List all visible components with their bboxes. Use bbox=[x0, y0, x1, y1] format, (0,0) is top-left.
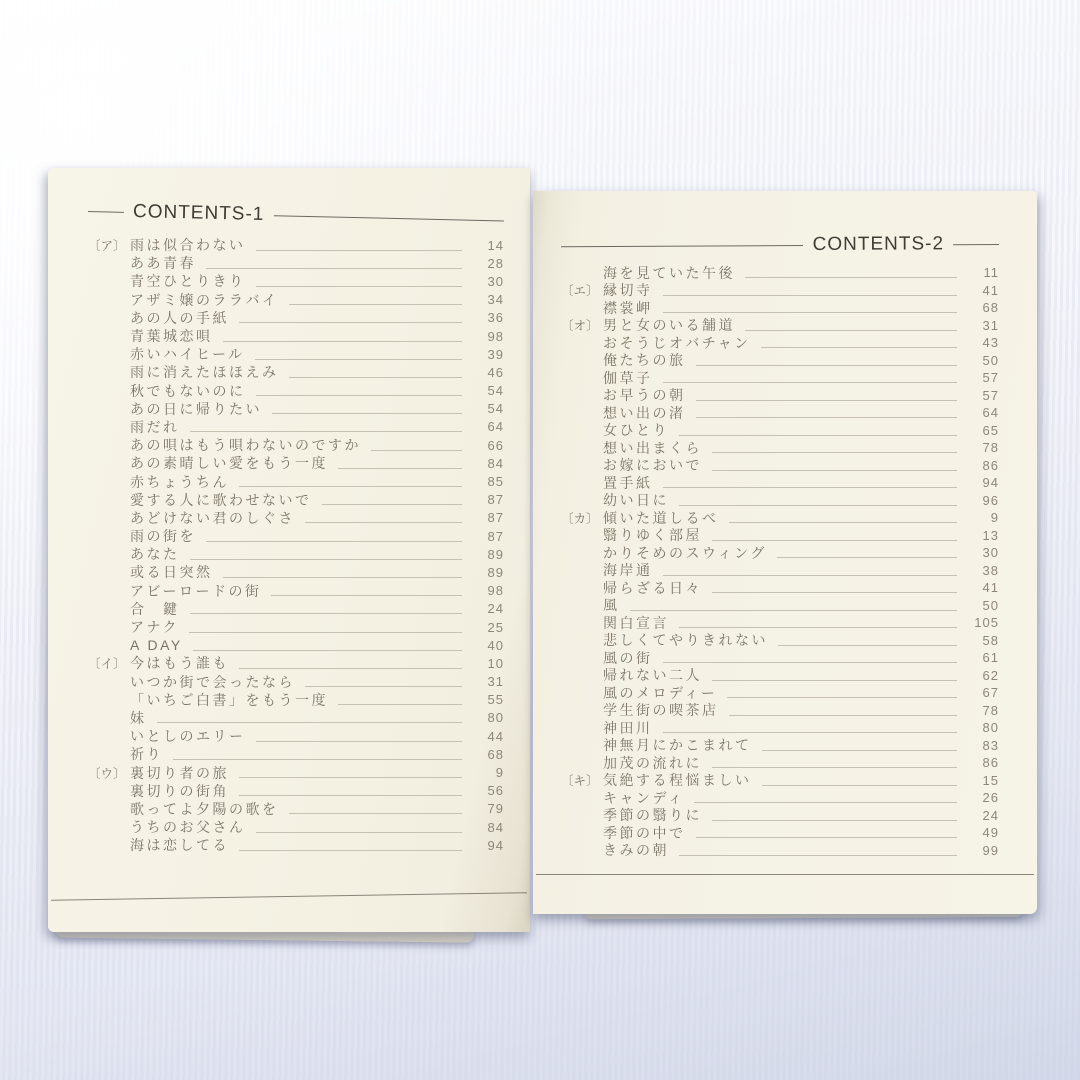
page-number: 84 bbox=[487, 819, 504, 835]
page-number: 54 bbox=[487, 401, 504, 417]
leader-line bbox=[189, 632, 462, 633]
left-page-title: CONTENTS-1 bbox=[132, 201, 265, 225]
leader-line bbox=[712, 767, 957, 768]
toc-row bbox=[88, 600, 504, 618]
page-number: 79 bbox=[487, 801, 504, 817]
page-number: 9 bbox=[495, 765, 504, 781]
page-number: 57 bbox=[982, 387, 999, 403]
leader-line bbox=[679, 505, 957, 506]
section-label: 〔キ〕 bbox=[561, 774, 599, 789]
page-number: 41 bbox=[982, 580, 999, 596]
leader-line bbox=[696, 365, 958, 366]
leader-line bbox=[157, 722, 463, 723]
section-label: 〔ア〕 bbox=[88, 239, 126, 254]
toc-row bbox=[88, 345, 504, 363]
song-title: 海岸通 bbox=[603, 562, 653, 579]
leader-line bbox=[256, 395, 463, 396]
leader-line bbox=[696, 417, 958, 418]
leader-line bbox=[663, 382, 958, 383]
page-number: 43 bbox=[982, 335, 999, 351]
page-number: 68 bbox=[487, 746, 504, 762]
leader-line bbox=[745, 277, 957, 278]
toc-row bbox=[561, 369, 999, 387]
song-title: 女ひとり bbox=[603, 422, 669, 439]
leader-line bbox=[663, 312, 958, 313]
leader-line bbox=[679, 855, 957, 856]
toc-row bbox=[88, 491, 504, 509]
section-label: 〔イ〕 bbox=[88, 657, 126, 672]
song-title: あなた bbox=[130, 546, 180, 563]
song-title: 赤いハイヒール bbox=[130, 346, 245, 363]
song-title: 悲しくてやりきれない bbox=[603, 632, 768, 649]
toc-row bbox=[88, 618, 504, 636]
page-number: 68 bbox=[982, 300, 999, 316]
toc-row bbox=[88, 818, 504, 836]
leader-line bbox=[239, 850, 462, 851]
page-number: 83 bbox=[982, 737, 999, 753]
song-title: 関白宣言 bbox=[603, 614, 669, 631]
page-number: 87 bbox=[487, 510, 504, 526]
page-number: 55 bbox=[487, 692, 504, 708]
page-number: 80 bbox=[982, 720, 999, 736]
leader-line bbox=[679, 435, 957, 436]
song-title: 男と女のいる舗道 bbox=[603, 317, 735, 334]
toc-row bbox=[88, 327, 504, 345]
toc-row bbox=[561, 492, 999, 510]
leader-line bbox=[761, 347, 957, 348]
leader-line bbox=[712, 680, 957, 681]
leader-line bbox=[239, 777, 462, 778]
toc-row bbox=[88, 673, 504, 691]
toc-row bbox=[88, 509, 504, 527]
leader-line bbox=[190, 431, 463, 432]
left-page-header bbox=[88, 200, 504, 231]
toc-row bbox=[561, 789, 999, 807]
leader-line bbox=[271, 595, 462, 596]
toc-row bbox=[88, 709, 504, 727]
toc-row bbox=[561, 649, 999, 667]
song-title: 「いちご白書」をもう一度 bbox=[130, 691, 328, 708]
page-number: 94 bbox=[982, 475, 999, 491]
page-number: 94 bbox=[487, 837, 504, 853]
toc-row bbox=[561, 474, 999, 492]
section-label: 〔ウ〕 bbox=[88, 766, 126, 781]
song-title: 置手紙 bbox=[603, 474, 653, 491]
song-title: 傾いた道しるべ bbox=[603, 509, 719, 526]
right-page-header bbox=[561, 233, 999, 257]
toc-row bbox=[88, 272, 504, 290]
song-title: 幼い日に bbox=[603, 492, 669, 509]
toc-row bbox=[561, 387, 999, 405]
song-title: 風の街 bbox=[603, 649, 653, 666]
song-title: あの日に帰りたい bbox=[130, 400, 262, 417]
song-title: 祈り bbox=[130, 746, 163, 763]
toc-row bbox=[561, 579, 999, 597]
page-number: 15 bbox=[982, 772, 999, 788]
toc-row bbox=[88, 727, 504, 745]
song-title: 海は恋してる bbox=[130, 837, 229, 854]
song-title: 雨だれ bbox=[130, 418, 180, 435]
leader-line bbox=[206, 268, 462, 269]
leader-line bbox=[256, 832, 463, 833]
leader-line bbox=[305, 686, 462, 687]
toc-row bbox=[561, 352, 999, 370]
song-title: あの人の手紙 bbox=[130, 309, 229, 326]
page-number: 50 bbox=[982, 597, 999, 613]
right-page bbox=[533, 191, 1037, 914]
page-number: 99 bbox=[982, 842, 999, 858]
page-number: 41 bbox=[982, 282, 999, 298]
left-page-footer-rule bbox=[51, 892, 527, 900]
toc-row bbox=[561, 719, 999, 737]
page-number: 89 bbox=[487, 546, 504, 562]
toc-row bbox=[561, 597, 999, 615]
song-title: 青葉城恋唄 bbox=[130, 328, 213, 345]
toc-row bbox=[88, 782, 504, 800]
song-title: あの唄はもう唄わないのですか bbox=[130, 437, 361, 454]
page-number: 40 bbox=[487, 637, 504, 653]
page-number: 11 bbox=[983, 265, 999, 281]
page-number: 38 bbox=[982, 562, 999, 578]
toc-row bbox=[88, 472, 504, 490]
song-title: 学生街の喫茶店 bbox=[603, 702, 719, 719]
toc-row bbox=[561, 667, 999, 685]
toc-row bbox=[88, 400, 504, 418]
song-title: 俺たちの旅 bbox=[603, 352, 686, 369]
leader-line bbox=[256, 286, 463, 287]
leader-line bbox=[679, 627, 957, 628]
toc-row bbox=[561, 299, 999, 317]
section-label: 〔エ〕 bbox=[561, 284, 599, 299]
song-title: 襟裳岬 bbox=[603, 299, 653, 316]
page-number: 86 bbox=[982, 457, 999, 473]
toc-row bbox=[561, 632, 999, 650]
song-title: アナク bbox=[130, 619, 179, 636]
left-page-entries bbox=[88, 236, 504, 854]
song-title: あどけない君のしぐさ bbox=[130, 509, 295, 526]
song-title: 気絶する程悩ましい bbox=[603, 772, 752, 789]
toc-row bbox=[561, 807, 999, 825]
header-rule-left bbox=[561, 245, 803, 247]
song-title: きみの朝 bbox=[603, 842, 669, 859]
toc-row bbox=[88, 745, 504, 763]
leader-line bbox=[745, 330, 957, 331]
right-page-title: CONTENTS-2 bbox=[812, 233, 945, 255]
leader-line bbox=[322, 504, 463, 505]
song-title: 想い出まくら bbox=[603, 439, 702, 456]
song-title: アビーロードの街 bbox=[130, 582, 262, 599]
song-title: 歌ってよ夕陽の歌を bbox=[130, 800, 279, 817]
page-number: 39 bbox=[487, 346, 504, 362]
leader-line bbox=[630, 610, 958, 611]
leader-line bbox=[223, 341, 463, 342]
leader-line bbox=[305, 522, 462, 523]
toc-row bbox=[88, 800, 504, 818]
page-number: 54 bbox=[487, 383, 504, 399]
song-title: 帰らざる日々 bbox=[603, 579, 702, 596]
song-title: 裏切りの街角 bbox=[130, 782, 229, 799]
leader-line bbox=[338, 704, 462, 705]
page-number: 65 bbox=[982, 422, 999, 438]
page-number: 30 bbox=[982, 545, 999, 561]
song-title: 雨に消えたほほえみ bbox=[130, 364, 279, 381]
leader-line bbox=[193, 650, 462, 651]
page-number: 80 bbox=[487, 710, 504, 726]
page-number: 87 bbox=[487, 492, 504, 508]
toc-row bbox=[88, 291, 504, 309]
page-number: 64 bbox=[487, 419, 504, 435]
leader-line bbox=[256, 741, 463, 742]
page-number: 78 bbox=[982, 702, 999, 718]
toc-row bbox=[88, 527, 504, 545]
toc-row bbox=[561, 562, 999, 580]
leader-line bbox=[223, 577, 463, 578]
page-number: 34 bbox=[487, 292, 504, 308]
song-title: お嫁においで bbox=[603, 457, 702, 474]
page-number: 36 bbox=[487, 310, 504, 326]
page-number: 84 bbox=[487, 455, 504, 471]
song-title: 季節の翳りに bbox=[603, 807, 702, 824]
leader-line bbox=[190, 613, 463, 614]
page-number: 62 bbox=[982, 667, 999, 683]
page-number: 13 bbox=[982, 527, 999, 543]
song-title: ああ青春 bbox=[130, 255, 196, 272]
toc-row bbox=[88, 636, 504, 654]
song-title: 帰れない二人 bbox=[603, 667, 702, 684]
toc-row bbox=[88, 563, 504, 581]
toc-row bbox=[88, 363, 504, 381]
toc-row bbox=[561, 754, 999, 772]
leader-line bbox=[762, 785, 958, 786]
song-title: いつか街で会ったなら bbox=[130, 673, 295, 690]
leader-line bbox=[255, 359, 462, 360]
toc-row bbox=[88, 382, 504, 400]
leader-line bbox=[663, 487, 958, 488]
leader-line bbox=[239, 668, 462, 669]
song-title: 神無月にかこまれて bbox=[603, 737, 752, 754]
page-number: 28 bbox=[487, 255, 504, 271]
song-title: 或る日突然 bbox=[130, 564, 213, 581]
page-number: 31 bbox=[982, 317, 999, 333]
page-number: 58 bbox=[982, 632, 999, 648]
header-rule-left bbox=[88, 211, 124, 213]
toc-row bbox=[561, 702, 999, 720]
toc-row bbox=[561, 439, 999, 457]
leader-line bbox=[696, 400, 958, 401]
song-title: おそうじオバチャン bbox=[603, 334, 751, 351]
toc-row bbox=[561, 264, 999, 282]
song-title: お早うの朝 bbox=[603, 387, 686, 404]
toc-row bbox=[88, 654, 504, 672]
left-page bbox=[48, 168, 530, 932]
song-title: 縁切寺 bbox=[603, 282, 653, 299]
leader-line bbox=[777, 557, 957, 558]
leader-line bbox=[778, 645, 957, 646]
leader-line bbox=[712, 820, 957, 821]
leader-line bbox=[712, 592, 957, 593]
leader-line bbox=[663, 662, 958, 663]
song-title: 愛する人に歌わせないで bbox=[130, 491, 312, 508]
toc-row bbox=[561, 737, 999, 755]
page-number: 9 bbox=[990, 510, 999, 526]
page-number: 24 bbox=[487, 601, 504, 617]
page-number: 67 bbox=[982, 685, 999, 701]
leader-line bbox=[712, 452, 957, 453]
toc-row bbox=[88, 436, 504, 454]
leader-line bbox=[239, 322, 462, 323]
song-title: あの素晴しい愛をもう一度 bbox=[130, 455, 328, 472]
leader-line bbox=[256, 250, 463, 251]
page-number: 98 bbox=[487, 583, 504, 599]
toc-row bbox=[88, 309, 504, 327]
page-number: 50 bbox=[982, 352, 999, 368]
song-title: アザミ嬢のララバイ bbox=[130, 291, 279, 308]
page-number: 57 bbox=[982, 370, 999, 386]
song-title: 青空ひとりきり bbox=[130, 273, 246, 290]
leader-line bbox=[663, 575, 958, 576]
leader-line bbox=[206, 541, 462, 542]
song-title: A DAY bbox=[130, 637, 183, 654]
leader-line bbox=[712, 540, 957, 541]
leader-line bbox=[729, 522, 958, 523]
page-number: 64 bbox=[982, 405, 999, 421]
toc-row bbox=[561, 544, 999, 562]
leader-line bbox=[289, 304, 463, 305]
leader-line bbox=[239, 795, 462, 796]
leader-line bbox=[371, 450, 462, 451]
leader-line bbox=[289, 813, 463, 814]
right-page-footer-rule bbox=[536, 874, 1034, 875]
header-rule-right bbox=[274, 215, 504, 221]
song-title: 神田川 bbox=[603, 719, 653, 736]
toc-row bbox=[88, 418, 504, 436]
leader-line bbox=[173, 759, 462, 760]
song-title: 秋でもないのに bbox=[130, 382, 246, 399]
leader-line bbox=[729, 715, 958, 716]
page-number: 26 bbox=[982, 790, 999, 806]
song-title: 赤ちょうちん bbox=[130, 473, 229, 490]
leader-line bbox=[762, 750, 958, 751]
toc-row bbox=[88, 691, 504, 709]
page-number: 44 bbox=[487, 728, 504, 744]
toc-row bbox=[561, 772, 999, 790]
toc-row bbox=[561, 509, 999, 527]
song-title: 季節の中で bbox=[603, 824, 686, 841]
page-number: 46 bbox=[487, 364, 504, 380]
leader-line bbox=[272, 413, 462, 414]
header-rule-right bbox=[953, 244, 999, 245]
toc-row bbox=[88, 836, 504, 854]
leader-line bbox=[712, 470, 957, 471]
song-title: 伽草子 bbox=[603, 369, 653, 386]
toc-row bbox=[561, 422, 999, 440]
page-number: 105 bbox=[974, 615, 999, 631]
toc-row bbox=[88, 582, 504, 600]
toc-row bbox=[561, 282, 999, 300]
toc-row bbox=[561, 684, 999, 702]
toc-row bbox=[88, 454, 504, 472]
song-title: かりそめのスウィング bbox=[603, 544, 767, 561]
leader-line bbox=[727, 697, 957, 698]
toc-row bbox=[561, 334, 999, 352]
page-number: 78 bbox=[982, 440, 999, 456]
song-title: 海を見ていた午後 bbox=[603, 264, 735, 281]
toc-row bbox=[561, 824, 999, 842]
song-title: 妹 bbox=[130, 709, 147, 726]
page-number: 24 bbox=[982, 807, 999, 823]
toc-row bbox=[561, 317, 999, 335]
song-title: 風のメロディー bbox=[603, 684, 718, 701]
song-title: 加茂の流れに bbox=[603, 754, 702, 771]
song-title: 翳りゆく部屋 bbox=[603, 527, 702, 544]
page-number: 31 bbox=[487, 674, 504, 690]
page-number: 85 bbox=[487, 474, 504, 490]
page-number: 49 bbox=[982, 825, 999, 841]
section-label: 〔オ〕 bbox=[561, 319, 599, 334]
leader-line bbox=[239, 486, 462, 487]
leader-line bbox=[289, 377, 463, 378]
page-number: 96 bbox=[982, 492, 999, 508]
page-number: 10 bbox=[487, 655, 504, 671]
song-title: 雨の街を bbox=[130, 528, 196, 545]
toc-row bbox=[561, 527, 999, 545]
page-number: 14 bbox=[487, 237, 504, 253]
toc-row bbox=[88, 236, 504, 254]
leader-line bbox=[338, 468, 462, 469]
page-number: 30 bbox=[487, 273, 504, 289]
right-page-entries bbox=[561, 264, 999, 859]
leader-line bbox=[694, 802, 957, 803]
leader-line bbox=[663, 732, 958, 733]
page-number: 66 bbox=[487, 437, 504, 453]
leader-line bbox=[190, 559, 463, 560]
section-label: 〔カ〕 bbox=[561, 511, 599, 526]
song-title: 合 鍵 bbox=[130, 600, 180, 617]
song-title: うちのお父さん bbox=[130, 819, 246, 836]
leader-line bbox=[696, 837, 958, 838]
page-number: 25 bbox=[487, 619, 504, 635]
toc-row bbox=[88, 545, 504, 563]
page-number: 87 bbox=[487, 528, 504, 544]
page-number: 98 bbox=[487, 328, 504, 344]
toc-row bbox=[88, 763, 504, 781]
leader-line bbox=[663, 295, 958, 296]
song-title: 雨は似合わない bbox=[130, 237, 246, 254]
toc-row bbox=[88, 254, 504, 272]
toc-row bbox=[561, 457, 999, 475]
song-title: 裏切り者の旅 bbox=[130, 764, 229, 781]
page-number: 56 bbox=[487, 783, 504, 799]
toc-row bbox=[561, 842, 999, 860]
song-title: 今はもう誰も bbox=[130, 655, 229, 672]
toc-row bbox=[561, 614, 999, 632]
song-title: いとしのエリー bbox=[130, 728, 246, 745]
page-number: 86 bbox=[982, 755, 999, 771]
page-number: 61 bbox=[982, 650, 999, 666]
song-title: 想い出の渚 bbox=[603, 404, 686, 421]
song-title: 風 bbox=[603, 597, 620, 614]
song-title: キャンディ bbox=[603, 789, 685, 806]
toc-row bbox=[561, 404, 999, 422]
page-number: 89 bbox=[487, 564, 504, 580]
